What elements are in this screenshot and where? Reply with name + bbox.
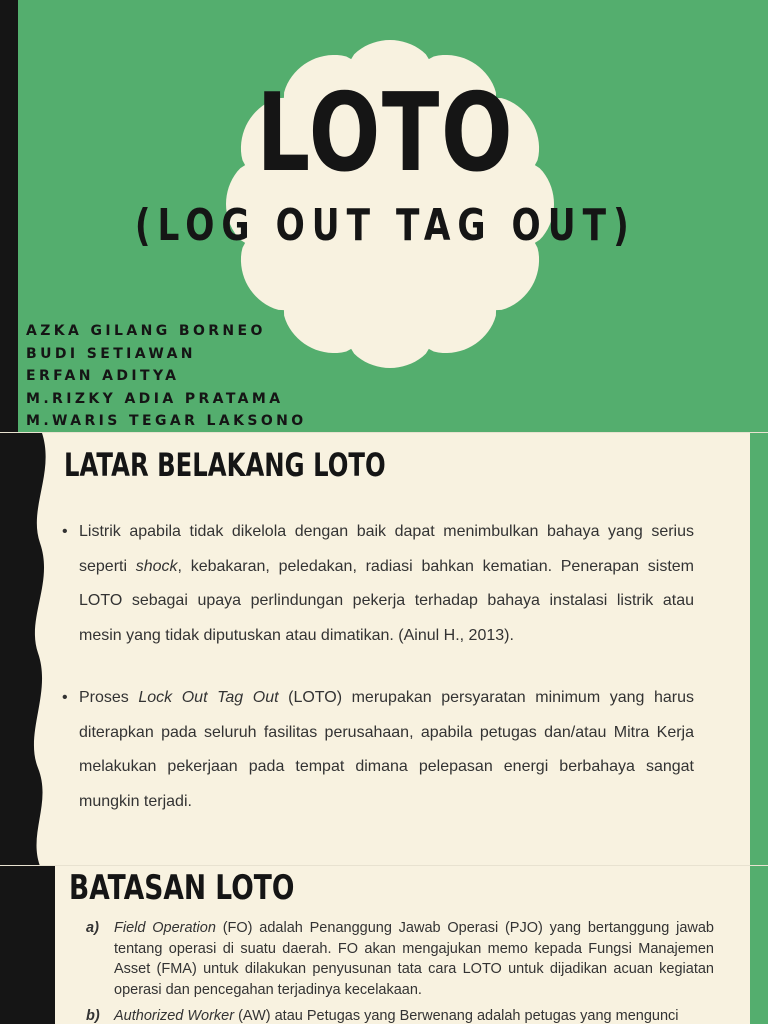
author-name: AZKA GILANG BORNEO <box>26 323 266 339</box>
bullet-item <box>62 681 694 819</box>
paragraph-text: (LOTO) merupakan persyaratan minimum yang harus diterapkan pada seluruh fasilitas perusahaan, apabila petugas dan/atau Mitra Kerja melakukan pekerjaan pada tempat dimana pelepasan energi berbahaya sangat mungkin terjadi. <box>79 689 695 810</box>
defined-term: Field Operation <box>114 920 216 936</box>
list-marker: b) <box>86 1008 100 1024</box>
list-item <box>86 918 714 1000</box>
bullet-item <box>62 515 694 653</box>
emphasized-term: shock <box>135 557 178 575</box>
bullet-dot-icon: • <box>62 689 68 706</box>
author-name: M.RIZKY ADIA PRATAMA <box>26 390 284 407</box>
paragraph-text: Listrik apabila tidak dikelola dengan baik dapat menimbulkan bahaya yang serius seperti <box>79 523 694 575</box>
left-accent-bar <box>0 866 55 1024</box>
bullet-list <box>62 515 694 819</box>
left-accent-bar <box>0 0 18 432</box>
definitions-slide <box>0 865 768 1024</box>
right-accent-bar <box>750 433 768 865</box>
list-item <box>86 1006 714 1024</box>
defined-term: Authorized Worker <box>114 1008 235 1024</box>
emphasized-term: Lock Out Tag Out <box>138 689 279 706</box>
wavy-left-border <box>0 433 60 865</box>
author-name: M.WARIS TEGAR LAKSONO <box>26 413 307 429</box>
title-slide <box>0 0 768 432</box>
background-slide <box>0 432 768 865</box>
slide-title: LOTO <box>256 71 515 196</box>
right-accent-bar <box>750 866 768 1024</box>
definition-text: (FO) adalah Penanggung Jawab Operasi (PJO) yang bertanggung jawab tentang operasi di suatu daerah. FO akan mengajukan memo kepada Fungsi Manajemen Asset (FMA) untuk dilakukan penyusunan tata cara LOTO untuk dijadikan acuan kegiatan operasi dan pencegahan terjadinya kecelakaan. <box>114 920 714 998</box>
paragraph-text: Proses <box>79 689 139 706</box>
section-title: LATAR BELAKANG LOTO <box>64 446 386 484</box>
author-name: BUDI SETIAWAN <box>26 345 196 362</box>
definition-text: (AW) atau Petugas yang Berwenang adalah petugas yang mengunci <box>234 1008 679 1024</box>
author-name: ERFAN ADITYA <box>26 368 180 384</box>
bullet-dot-icon: • <box>62 523 68 540</box>
paragraph-text: , kebakaran, peledakan, radiasi bahkan kematian. Penerapan sistem LOTO sebagai upaya perlindungan pekerja terhadap bahaya instalasi listrik atau mesin yang tidak diputuskan atau dimatikan. (Ainul H., 2013). <box>79 557 694 644</box>
definition-list <box>86 918 714 1024</box>
list-marker: a) <box>86 920 99 936</box>
section-title: BATASAN LOTO <box>69 868 295 908</box>
slide-subtitle: (LOG OUT TAG OUT) <box>134 200 636 251</box>
author-list <box>26 320 307 432</box>
